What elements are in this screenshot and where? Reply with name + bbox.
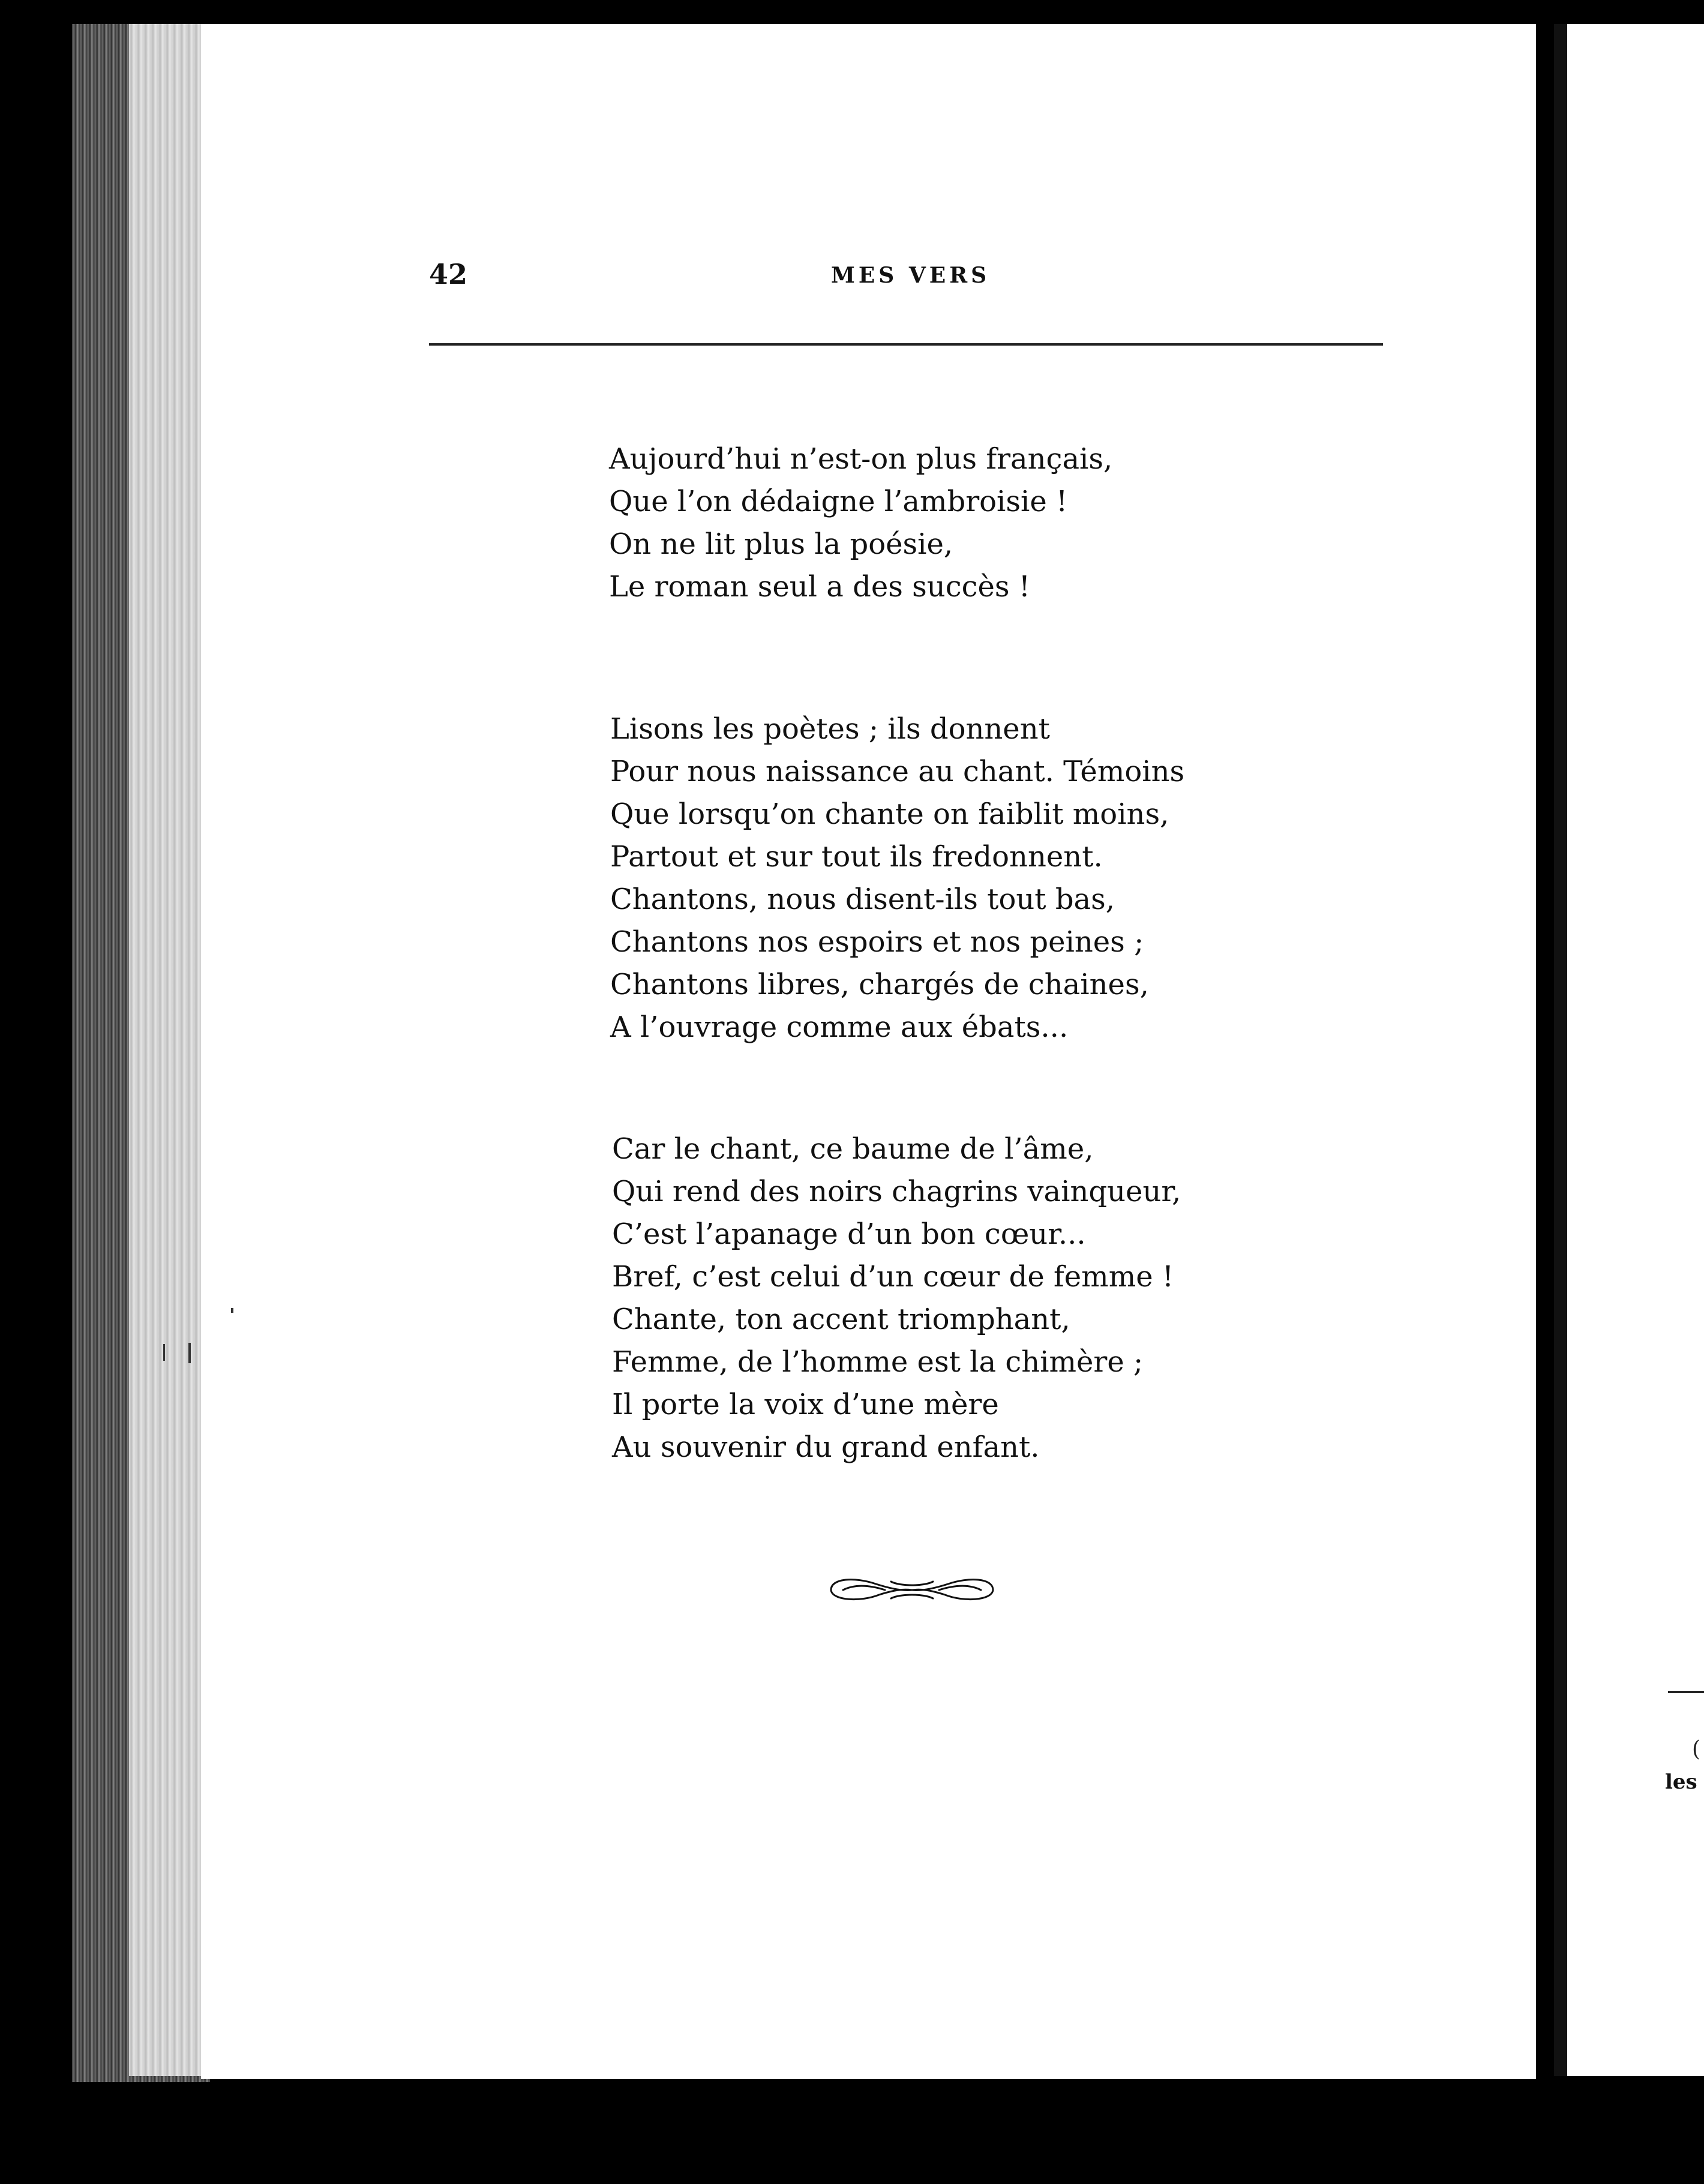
page-edges [129,24,201,2076]
book-page [201,24,1536,2079]
verse-line: Que lorsqu’on chante on faiblit moins, [610,797,1169,831]
verse-line: Il porte la voix d’une mère [612,1388,999,1421]
verse-line: Aujourd’hui n’est-on plus français, [609,442,1113,476]
adjacent-page-word: les [1665,1770,1697,1794]
verse-line: Au souvenir du grand enfant. [612,1430,1040,1464]
verse-line: Que l’on dédaigne l’ambroisie ! [609,485,1068,518]
verse-line: Partout et sur tout ils fredonnent. [610,840,1103,874]
scan-speck [188,1343,191,1363]
header-rule [429,343,1383,346]
stanza [609,438,1112,608]
verse-line: Pour nous naissance au chant. Témoins [610,755,1185,788]
verse-line: Chantons libres, chargés de chaines, [610,968,1149,1001]
scan-speck [231,1308,233,1313]
scan-speck [163,1344,165,1361]
verse-line: Chantons nos espoirs et nos peines ; [610,925,1144,959]
verse-line: Qui rend des noirs chagrins vainqueur, [612,1175,1181,1208]
verse-line: Le roman seul a des succès ! [609,570,1031,604]
verse-line: C’est l’apanage d’un bon cœur... [612,1217,1086,1251]
running-title: MES VERS [831,263,991,288]
adjacent-page-paren: ( [1692,1737,1701,1762]
verse-line: A l’ouvrage comme aux ébats... [610,1010,1069,1044]
fleuron-ornament-icon [819,1566,1005,1614]
verse-line: Bref, c’est celui d’un cœur de femme ! [612,1260,1174,1294]
verse-line: Femme, de l’homme est la chimère ; [612,1345,1144,1379]
verse-line: Chante, ton accent triomphant, [612,1303,1070,1336]
stanza [612,1128,1181,1469]
running-head [429,258,1386,300]
verse-line: Chantons, nous disent-ils tout bas, [610,883,1115,916]
verse-line: Car le chant, ce baume de l’âme, [612,1132,1094,1166]
verse-line: On ne lit plus la poésie, [609,527,953,561]
page-number: 42 [429,258,468,290]
adjacent-page [1554,24,1704,2076]
adjacent-page-rule [1668,1691,1704,1693]
stanza [610,708,1184,1049]
verse-line: Lisons les poètes ; ils donnent [610,712,1050,746]
